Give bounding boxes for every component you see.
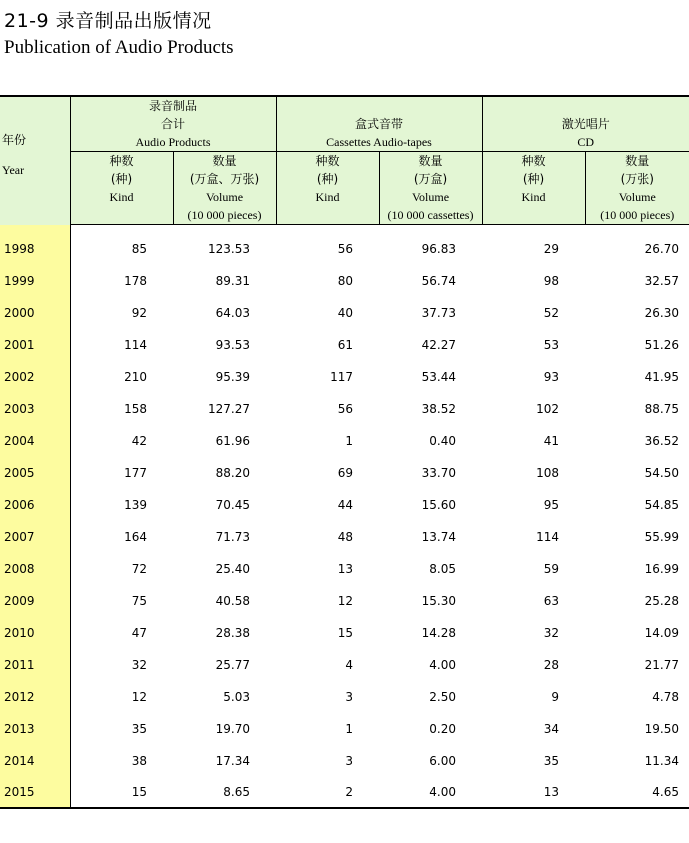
cassette-kind-cell: 4: [345, 658, 353, 672]
cassette-kind-cell: 117: [330, 370, 353, 384]
total-volume-cell: 5.03: [223, 690, 250, 704]
cassette-kind-cell: 56: [337, 242, 353, 256]
year-column-header: [0, 96, 70, 225]
total-volume-cell: 71.73: [215, 530, 250, 544]
year-cell: 2004: [0, 425, 70, 457]
cassette-kind-cell: 12: [337, 594, 353, 608]
subheader-total-kind: [70, 152, 173, 225]
total-volume-cell: 93.53: [215, 338, 250, 352]
cd-volume-cell: 26.70: [644, 242, 680, 256]
volume-unit-en: (10 000 cassettes): [387, 208, 474, 222]
cd-kind-cell: 53: [543, 338, 559, 352]
cd-volume-cell: 51.26: [644, 338, 680, 352]
cassette-volume-cell: 15.60: [421, 498, 456, 512]
cd-volume-cell: 54.85: [644, 498, 680, 512]
cd-kind-cell: 9: [551, 690, 559, 704]
kind-label-cn: 种数: [109, 154, 134, 168]
volume-label-cn: 数量: [625, 154, 650, 168]
total-kind-cell: 75: [131, 594, 147, 608]
kind-unit: (种): [110, 172, 133, 186]
total-volume-cell: 64.03: [215, 306, 250, 320]
cd-volume-cell: 36.52: [644, 434, 680, 448]
cassette-kind-cell: 56: [337, 402, 353, 416]
cassette-kind-cell: 61: [337, 338, 353, 352]
total-kind-cell: 92: [131, 306, 147, 320]
cd-volume-cell: 21.77: [644, 658, 680, 672]
volume-label-cn: 数量: [212, 154, 237, 168]
cassette-volume-cell: 38.52: [421, 402, 456, 416]
kind-label-cn: 种数: [521, 154, 546, 168]
table-row: [0, 361, 689, 393]
total-kind-cell: 139: [124, 498, 147, 512]
kind-label-en: Kind: [315, 190, 340, 204]
year-header-en: Year: [2, 163, 25, 177]
kind-label-en: Kind: [521, 190, 546, 204]
cassette-kind-cell: 1: [345, 434, 353, 448]
volume-unit: (万盒、万张): [189, 172, 260, 186]
table-row: [0, 617, 689, 649]
year-cell: 2011: [0, 649, 70, 681]
year-header-cn: 年份: [2, 133, 27, 147]
cd-volume-cell: 14.09: [644, 626, 680, 640]
total-kind-cell: 178: [124, 274, 147, 288]
cd-kind-cell: 32: [543, 626, 559, 640]
cassette-kind-cell: 15: [337, 626, 353, 640]
cd-volume-cell: 32.57: [644, 274, 680, 288]
table-row: [0, 457, 689, 489]
subheader-cassette-volume: [379, 152, 482, 225]
table-row: [0, 329, 689, 361]
subheader-cassette-kind: [276, 152, 379, 225]
total-volume-cell: 88.20: [215, 466, 250, 480]
cassette-volume-cell: 33.70: [421, 466, 456, 480]
cassette-volume-cell: 13.74: [421, 530, 456, 544]
year-cell: 2014: [0, 745, 70, 777]
total-kind-cell: 38: [131, 754, 147, 768]
total-kind-cell: 42: [131, 434, 147, 448]
table-row: [0, 521, 689, 553]
total-volume-cell: 127.27: [208, 402, 250, 416]
cd-volume-cell: 4.78: [652, 690, 680, 704]
cassette-volume-cell: 15.30: [421, 594, 456, 608]
group-total-en: Audio Products: [135, 135, 211, 149]
total-kind-cell: 47: [131, 626, 147, 640]
total-kind-cell: 15: [70, 777, 173, 808]
cd-volume-cell: 55.99: [644, 530, 680, 544]
total-kind-cell: 210: [124, 370, 147, 384]
group-total-cn-line1: 录音制品: [148, 99, 197, 113]
total-volume-cell: 28.38: [215, 626, 250, 640]
total-kind-cell: 85: [131, 242, 147, 256]
cassette-kind-cell: 3: [345, 754, 353, 768]
cassette-volume-cell: 0.40: [429, 434, 456, 448]
cassette-volume-cell: 4.00: [429, 658, 456, 672]
total-kind-cell: 164: [124, 530, 147, 544]
cassette-volume-cell: 56.74: [421, 274, 456, 288]
kind-unit: (种): [522, 172, 545, 186]
cd-kind-cell: 63: [543, 594, 559, 608]
year-cell: 2015: [0, 777, 70, 808]
group-cassette-en: Cassettes Audio-tapes: [326, 135, 432, 149]
total-kind-cell: 177: [124, 466, 147, 480]
total-kind-cell: 32: [131, 658, 147, 672]
kind-label-cn: 种数: [315, 154, 340, 168]
cassette-kind-cell: 40: [337, 306, 353, 320]
group-header-cd: [482, 96, 689, 152]
subheader-total-volume: [173, 152, 276, 225]
volume-label-en: Volume: [411, 190, 450, 204]
cassette-kind-cell: 80: [337, 274, 353, 288]
cd-kind-cell: 34: [543, 722, 559, 736]
year-cell: 2002: [0, 361, 70, 393]
volume-unit: (万盒): [413, 172, 448, 186]
cd-volume-cell: 19.50: [644, 722, 680, 736]
subheader-cd-kind: [482, 152, 585, 225]
cd-kind-cell: 13: [482, 777, 585, 808]
group-total-cn-line2: 合计: [160, 117, 185, 131]
cassette-volume-cell: 37.73: [421, 306, 456, 320]
cassette-volume-cell: 0.20: [429, 722, 456, 736]
cassette-kind-cell: 44: [337, 498, 353, 512]
table-row: [0, 713, 689, 745]
table-row: [0, 745, 689, 777]
volume-unit: (万张): [620, 172, 654, 186]
volume-label-en: Volume: [618, 190, 656, 204]
cd-kind-cell: 98: [543, 274, 559, 288]
total-kind-cell: 158: [124, 402, 147, 416]
year-cell: 2001: [0, 329, 70, 361]
total-volume-cell: 95.39: [215, 370, 250, 384]
total-volume-cell: 89.31: [215, 274, 250, 288]
cassette-volume-cell: 53.44: [421, 370, 456, 384]
volume-unit-en: (10 000 pieces): [187, 208, 262, 222]
subheader-cd-volume: [585, 152, 689, 225]
year-cell: 1999: [0, 265, 70, 297]
cassette-volume-cell: 2.50: [429, 690, 456, 704]
cassette-volume-cell: 8.05: [429, 562, 456, 576]
cd-kind-cell: 35: [543, 754, 559, 768]
table-row: [0, 681, 689, 713]
total-kind-cell: 72: [131, 562, 147, 576]
year-cell: 2009: [0, 585, 70, 617]
total-volume-cell: 25.40: [215, 562, 250, 576]
total-volume-cell: 17.34: [215, 754, 250, 768]
total-volume-cell: 25.77: [215, 658, 250, 672]
table-row: [0, 777, 689, 808]
year-cell: 2003: [0, 393, 70, 425]
volume-unit-en: (10 000 pieces): [600, 208, 675, 222]
year-cell: 2012: [0, 681, 70, 713]
cd-kind-cell: 114: [536, 530, 559, 544]
table-row: [0, 393, 689, 425]
cd-kind-cell: 28: [543, 658, 559, 672]
total-kind-cell: 114: [124, 338, 147, 352]
cassette-volume-cell: 14.28: [421, 626, 456, 640]
cd-volume-cell: 26.30: [644, 306, 680, 320]
group-cd-en: CD: [577, 135, 595, 149]
cd-volume-cell: 25.28: [644, 594, 680, 608]
cd-kind-cell: 108: [536, 466, 559, 480]
table-row: [0, 297, 689, 329]
cd-kind-cell: 102: [536, 402, 559, 416]
cd-volume-cell: 4.65: [585, 777, 689, 808]
cassette-volume-cell: 42.27: [421, 338, 456, 352]
cassette-volume-cell: 4.00: [379, 777, 482, 808]
table-row: [0, 265, 689, 297]
cd-kind-cell: 93: [543, 370, 559, 384]
cd-kind-cell: 59: [543, 562, 559, 576]
cd-volume-cell: 16.99: [644, 562, 680, 576]
cd-kind-cell: 29: [543, 242, 559, 256]
total-kind-cell: 12: [131, 690, 147, 704]
cassette-kind-cell: 2: [276, 777, 379, 808]
year-cell: 2013: [0, 713, 70, 745]
cassette-kind-cell: 69: [337, 466, 353, 480]
table-row: [0, 225, 689, 266]
cd-kind-cell: 41: [543, 434, 559, 448]
cassette-volume-cell: 96.83: [421, 242, 456, 256]
cassette-kind-cell: 3: [345, 690, 353, 704]
year-cell: 2006: [0, 489, 70, 521]
cd-kind-cell: 95: [543, 498, 559, 512]
kind-unit: (种): [316, 172, 339, 186]
cassette-kind-cell: 13: [337, 562, 353, 576]
volume-label-en: Volume: [205, 190, 244, 204]
total-volume-cell: 61.96: [215, 434, 250, 448]
table-header: [0, 96, 689, 225]
group-cd-cn: 激光唱片: [561, 117, 610, 131]
table-row: [0, 489, 689, 521]
total-volume-cell: 19.70: [215, 722, 250, 736]
table-row: [0, 425, 689, 457]
table-body: [0, 225, 689, 809]
group-cassette-cn: 盒式音带: [354, 117, 403, 131]
kind-label-en: Kind: [109, 190, 134, 204]
year-cell: 2000: [0, 297, 70, 329]
total-kind-cell: 35: [131, 722, 147, 736]
total-volume-cell: 70.45: [215, 498, 250, 512]
table-row: [0, 553, 689, 585]
cd-volume-cell: 41.95: [644, 370, 680, 384]
cd-kind-cell: 52: [543, 306, 559, 320]
cd-volume-cell: 88.75: [644, 402, 680, 416]
cd-volume-cell: 11.34: [644, 754, 680, 768]
audio-products-table: [0, 95, 689, 809]
year-cell: 2005: [0, 457, 70, 489]
table-row: [0, 649, 689, 681]
cassette-volume-cell: 6.00: [429, 754, 456, 768]
cd-volume-cell: 54.50: [644, 466, 680, 480]
table-title-chinese: 21-9 录音制品出版情况: [4, 10, 212, 32]
year-cell: 2010: [0, 617, 70, 649]
volume-label-cn: 数量: [418, 154, 443, 168]
total-volume-cell: 8.65: [173, 777, 276, 808]
table-row: [0, 585, 689, 617]
cassette-kind-cell: 1: [345, 722, 353, 736]
year-cell: 2008: [0, 553, 70, 585]
table-title-english: Publication of Audio Products: [4, 37, 234, 58]
total-volume-cell: 123.53: [208, 242, 250, 256]
cassette-kind-cell: 48: [337, 530, 353, 544]
year-cell: 1998: [0, 225, 70, 266]
year-cell: 2007: [0, 521, 70, 553]
group-header-cassette: [276, 96, 482, 152]
group-header-total: [70, 96, 276, 152]
total-volume-cell: 40.58: [215, 594, 250, 608]
